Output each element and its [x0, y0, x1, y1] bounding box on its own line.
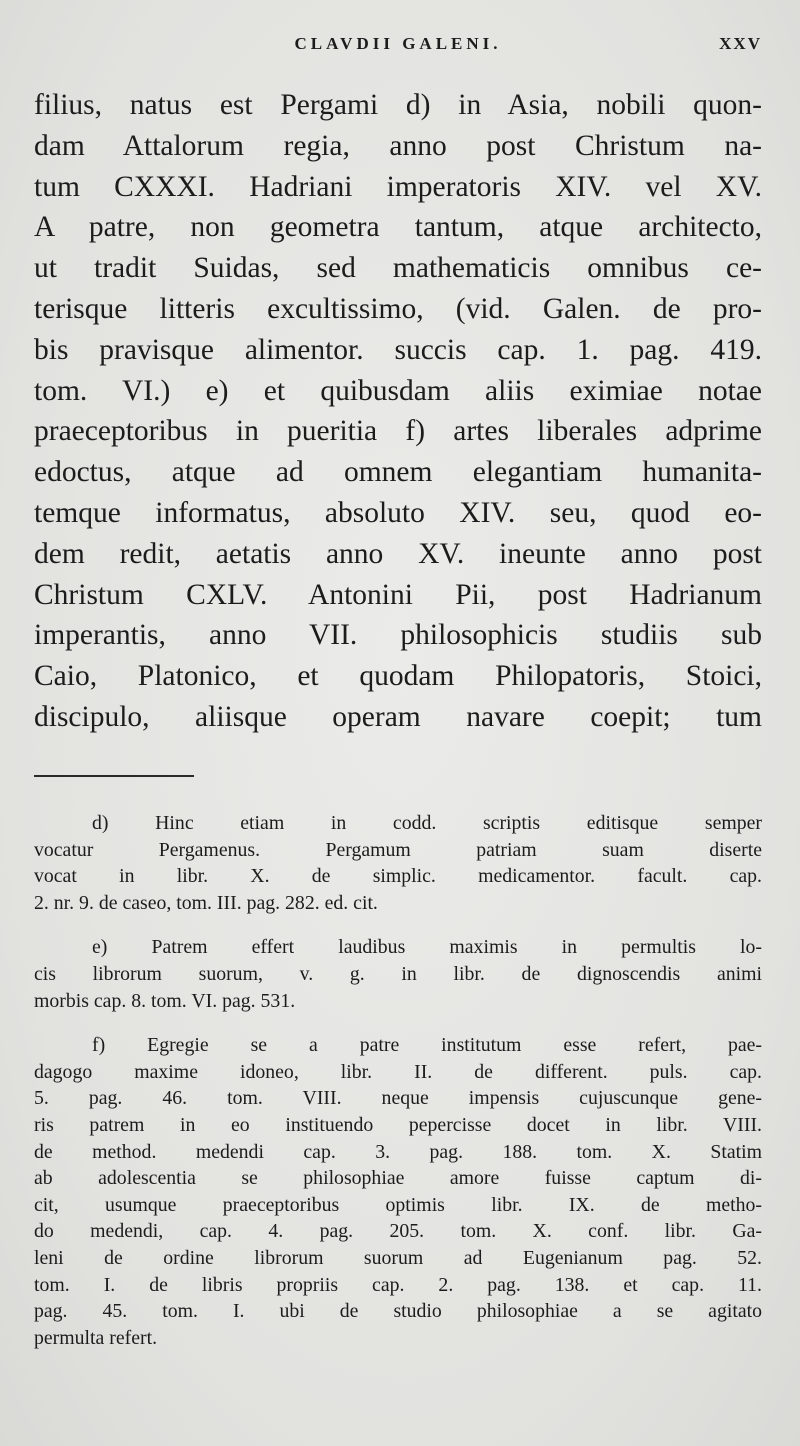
- footnote-line: vocatur Pergamenus. Pergamum patriam suam diserte: [34, 838, 762, 861]
- main-text: [34, 85, 762, 738]
- text-line: Christum CXLV. Antonini Pii, post Hadrianum: [34, 578, 762, 611]
- footnote-d: [34, 810, 762, 916]
- footnote-f: [34, 1032, 762, 1351]
- page-number: XXV: [719, 34, 762, 53]
- footnote-line: ab adolescentia se philosophiae amore fuisse captum di-: [34, 1167, 762, 1190]
- footnote-line: f) Egregie se a patre institutum esse refert, pae-: [92, 1034, 762, 1057]
- text-line: tom. VI.) e) et quibusdam aliis eximiae notae: [34, 374, 762, 407]
- footnote-line: d) Hinc etiam in codd. scriptis editisque semper: [92, 812, 762, 834]
- footnote-line: de method. medendi cap. 3. pag. 188. tom. X. Statim: [34, 1140, 762, 1163]
- text-line: dem redit, aetatis anno XV. ineunte anno post: [34, 537, 762, 570]
- text-line: dam Attalorum regia, anno post Christum na-: [34, 129, 762, 162]
- footnote-line: dagogo maxime idoneo, libr. II. de different. puls. cap.: [34, 1060, 762, 1083]
- text-line: terisque litteris excultissimo, (vid. Galen. de pro-: [34, 292, 762, 325]
- footnote-line: pag. 45. tom. I. ubi de studio philosophiae a se agitato: [34, 1300, 762, 1323]
- footnotes: [34, 810, 762, 1369]
- running-head: CLAVDII GALENI.: [294, 34, 502, 53]
- footnote-line: 5. pag. 46. tom. VIII. neque impensis cujuscunque gene-: [34, 1087, 762, 1110]
- text-line: tum CXXXI. Hadriani imperatoris XIV. vel XV.: [34, 170, 762, 203]
- text-line: filius, natus est Pergami d) in Asia, nobili quon-: [34, 89, 762, 121]
- footnote-line: leni de ordine librorum suorum ad Eugenianum pag. 52.: [34, 1246, 762, 1269]
- footnote-line: morbis cap. 8. tom. VI. pag. 531.: [34, 989, 296, 1012]
- text-line: praeceptoribus in pueritia f) artes liberales adprime: [34, 415, 762, 448]
- text-line: A patre, non geometra tantum, atque architecto,: [34, 211, 762, 244]
- text-line: Caio, Platonico, et quodam Philopatoris, Stoici,: [34, 660, 762, 693]
- footnote-line: cit, usumque praeceptoribus optimis libr. IX. de metho-: [34, 1193, 762, 1216]
- text-line: bis pravisque alimentor. succis cap. 1. pag. 419.: [34, 333, 762, 366]
- footnote-line: do medendi, cap. 4. pag. 205. tom. X. conf. libr. Ga-: [34, 1220, 762, 1243]
- footnote-line: cis librorum suorum, v. g. in libr. de dignoscendis animi: [34, 962, 762, 985]
- text-line: edoctus, atque ad omnem elegantiam humanita-: [34, 456, 762, 489]
- footnote-line: tom. I. de libris propriis cap. 2. pag. 138. et cap. 11.: [34, 1273, 762, 1296]
- footnote-line: ris patrem in eo instituendo pepercisse docet in libr. VIII.: [34, 1113, 762, 1136]
- footnote-separator: [34, 775, 194, 777]
- footnote-e: [34, 934, 762, 1014]
- text-line: imperantis, anno VII. philosophicis studiis sub: [34, 619, 762, 652]
- footnote-line: e) Patrem effert laudibus maximis in permultis lo-: [92, 936, 762, 959]
- footnote-line: 2. nr. 9. de caseo, tom. III. pag. 282. ed. cit.: [34, 891, 378, 914]
- text-line: ut tradit Suidas, sed mathematicis omnibus ce-: [34, 252, 762, 285]
- text-line: temque informatus, absoluto XIV. seu, quod eo-: [34, 496, 762, 529]
- page-header: [34, 34, 762, 58]
- footnote-line: permulta refert.: [34, 1326, 158, 1349]
- text-line: discipulo, aliisque operam navare coepit; tum: [34, 700, 762, 733]
- footnote-line: vocat in libr. X. de simplic. medicamentor. facult. cap.: [34, 865, 762, 888]
